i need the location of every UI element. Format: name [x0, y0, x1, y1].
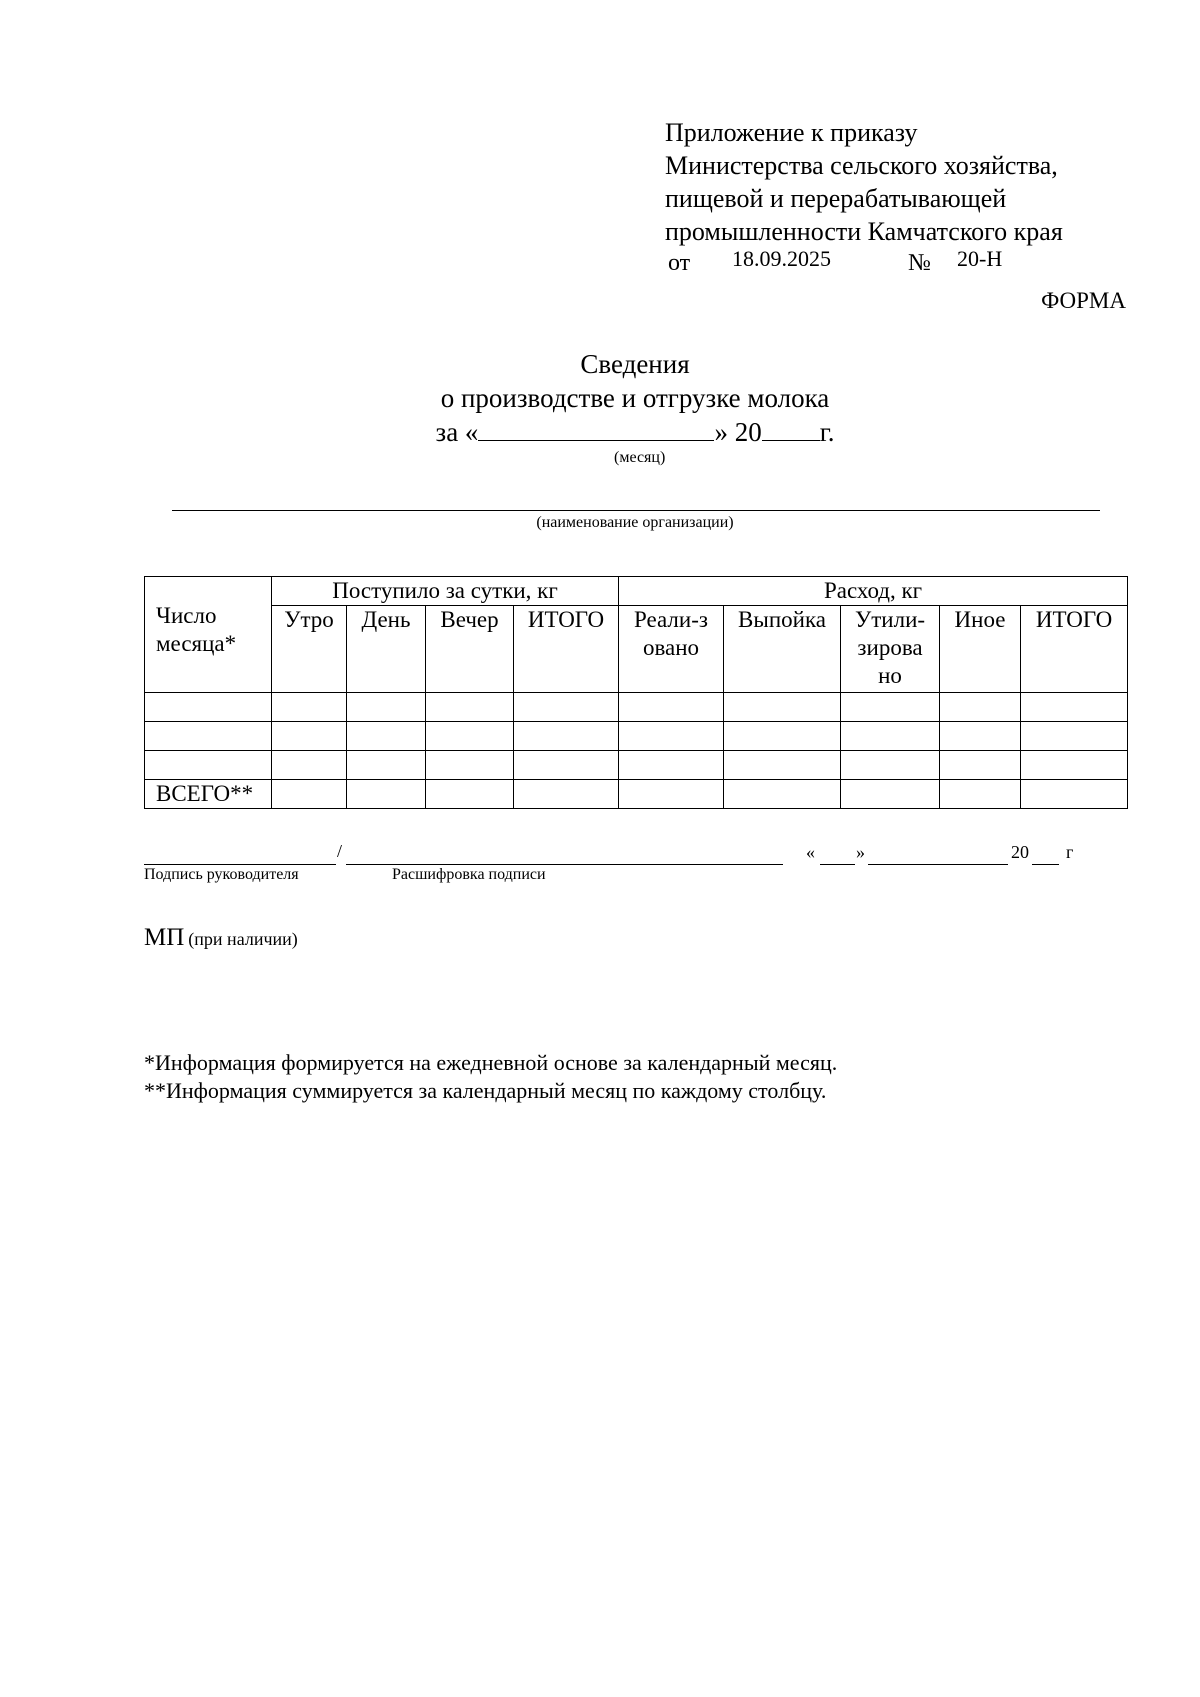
- table-cell[interactable]: [724, 751, 841, 780]
- order-number: 20-Н: [957, 246, 1003, 271]
- appendix-line: Министерства сельского хозяйства,: [665, 151, 1058, 180]
- table-cell[interactable]: [272, 693, 347, 722]
- table-cell[interactable]: [619, 722, 724, 751]
- document-title: Сведения: [580, 349, 690, 379]
- received-header: Поступило за сутки, кг: [272, 577, 619, 606]
- table-cell[interactable]: [940, 780, 1021, 809]
- stamp-label: МП: [144, 924, 185, 951]
- col-sold: [619, 606, 724, 693]
- milk-table: [144, 576, 1128, 809]
- footnote-2: **Информация суммируется за календарный месяц по каждому столбцу.: [144, 1078, 827, 1103]
- table-cell[interactable]: [841, 751, 940, 780]
- table-cell[interactable]: [145, 722, 272, 751]
- signature-decode-blank[interactable]: [346, 864, 783, 865]
- table-cell[interactable]: [841, 780, 940, 809]
- table-cell[interactable]: [514, 751, 619, 780]
- period-line: [0, 416, 1200, 448]
- total-label: ВСЕГО**: [145, 780, 272, 809]
- signature-decode-caption: Расшифровка подписи: [392, 866, 546, 883]
- table-cell[interactable]: [940, 751, 1021, 780]
- table-cell[interactable]: [514, 722, 619, 751]
- col-received-total: ИТОГО: [514, 606, 619, 693]
- table-cell[interactable]: [724, 780, 841, 809]
- day-of-month-label: Число месяца*: [156, 602, 237, 656]
- table-cell[interactable]: [841, 693, 940, 722]
- table-cell[interactable]: [272, 751, 347, 780]
- table-cell[interactable]: [426, 693, 514, 722]
- period-suffix: г.: [819, 417, 835, 447]
- expense-header: Расход, кг: [619, 577, 1128, 606]
- appendix-line: Приложение к приказу: [665, 118, 918, 147]
- table-cell[interactable]: [272, 722, 347, 751]
- month-blank[interactable]: [478, 416, 714, 441]
- appendix-line: промышленности Камчатского края: [665, 217, 1063, 246]
- organization-caption: (наименование организации): [536, 514, 734, 531]
- form-label: ФОРМА: [1041, 288, 1126, 313]
- table-cell[interactable]: [940, 722, 1021, 751]
- table-cell[interactable]: [724, 722, 841, 751]
- table-cell[interactable]: [145, 751, 272, 780]
- table-row: [145, 722, 1128, 751]
- date-month-blank[interactable]: [868, 864, 1008, 865]
- stamp-note: (при наличии): [188, 929, 298, 949]
- date-quote-close: »: [856, 842, 865, 862]
- table-cell[interactable]: [272, 780, 347, 809]
- signature-slash: /: [337, 841, 343, 861]
- date-year-suffix: г: [1066, 842, 1074, 862]
- table-cell[interactable]: [426, 722, 514, 751]
- table-cell[interactable]: [940, 693, 1021, 722]
- date-year-prefix: 20: [1011, 842, 1029, 862]
- date-quote-open: «: [806, 842, 815, 862]
- appendix-block: [665, 116, 1063, 248]
- total-row: [145, 780, 1128, 809]
- table-cell[interactable]: [1021, 722, 1128, 751]
- table-cell[interactable]: [1021, 693, 1128, 722]
- col-sold-label: Реали-зовано: [634, 607, 708, 660]
- table-cell[interactable]: [1021, 751, 1128, 780]
- col-feeding: Выпойка: [724, 606, 841, 693]
- col-morning: Утро: [272, 606, 347, 693]
- table-cell[interactable]: [347, 751, 426, 780]
- footnote-1: *Информация формируется на ежедневной основе за календарный месяц.: [144, 1050, 838, 1075]
- col-utilized-label: Утили-зирова но: [854, 607, 926, 688]
- day-of-month-header: [145, 577, 272, 693]
- appendix-line: пищевой и перерабатывающей: [665, 184, 1007, 213]
- col-evening: Вечер: [426, 606, 514, 693]
- table-cell[interactable]: [347, 693, 426, 722]
- table-row: [145, 693, 1128, 722]
- order-number-sign: №: [908, 250, 931, 276]
- col-other: Иное: [940, 606, 1021, 693]
- order-from-label: от: [668, 250, 691, 276]
- year-blank[interactable]: [762, 416, 820, 441]
- table-cell[interactable]: [841, 722, 940, 751]
- table-cell[interactable]: [619, 693, 724, 722]
- table-cell[interactable]: [347, 722, 426, 751]
- col-utilized: [841, 606, 940, 693]
- head-signature-caption: Подпись руководителя: [144, 866, 299, 883]
- table-cell[interactable]: [514, 693, 619, 722]
- table-cell[interactable]: [724, 693, 841, 722]
- table-cell[interactable]: [145, 693, 272, 722]
- stamp-place: [144, 924, 298, 952]
- head-signature-blank[interactable]: [144, 864, 336, 865]
- period-mid: » 20: [714, 417, 762, 447]
- table-row: [145, 751, 1128, 780]
- date-year-blank[interactable]: [1032, 864, 1059, 865]
- period-prefix: за «: [435, 417, 479, 447]
- organization-blank[interactable]: [172, 510, 1100, 511]
- table-cell[interactable]: [347, 780, 426, 809]
- table-cell[interactable]: [426, 780, 514, 809]
- table-cell[interactable]: [1021, 780, 1128, 809]
- order-date: 18.09.2025: [732, 246, 831, 271]
- document-subtitle: о производстве и отгрузке молока: [440, 383, 830, 413]
- col-day: День: [347, 606, 426, 693]
- table-cell[interactable]: [619, 780, 724, 809]
- table-cell[interactable]: [619, 751, 724, 780]
- date-day-blank[interactable]: [820, 864, 855, 865]
- table-cell[interactable]: [514, 780, 619, 809]
- table-cell[interactable]: [426, 751, 514, 780]
- month-caption: (месяц): [614, 449, 666, 466]
- col-expense-total: ИТОГО: [1021, 606, 1128, 693]
